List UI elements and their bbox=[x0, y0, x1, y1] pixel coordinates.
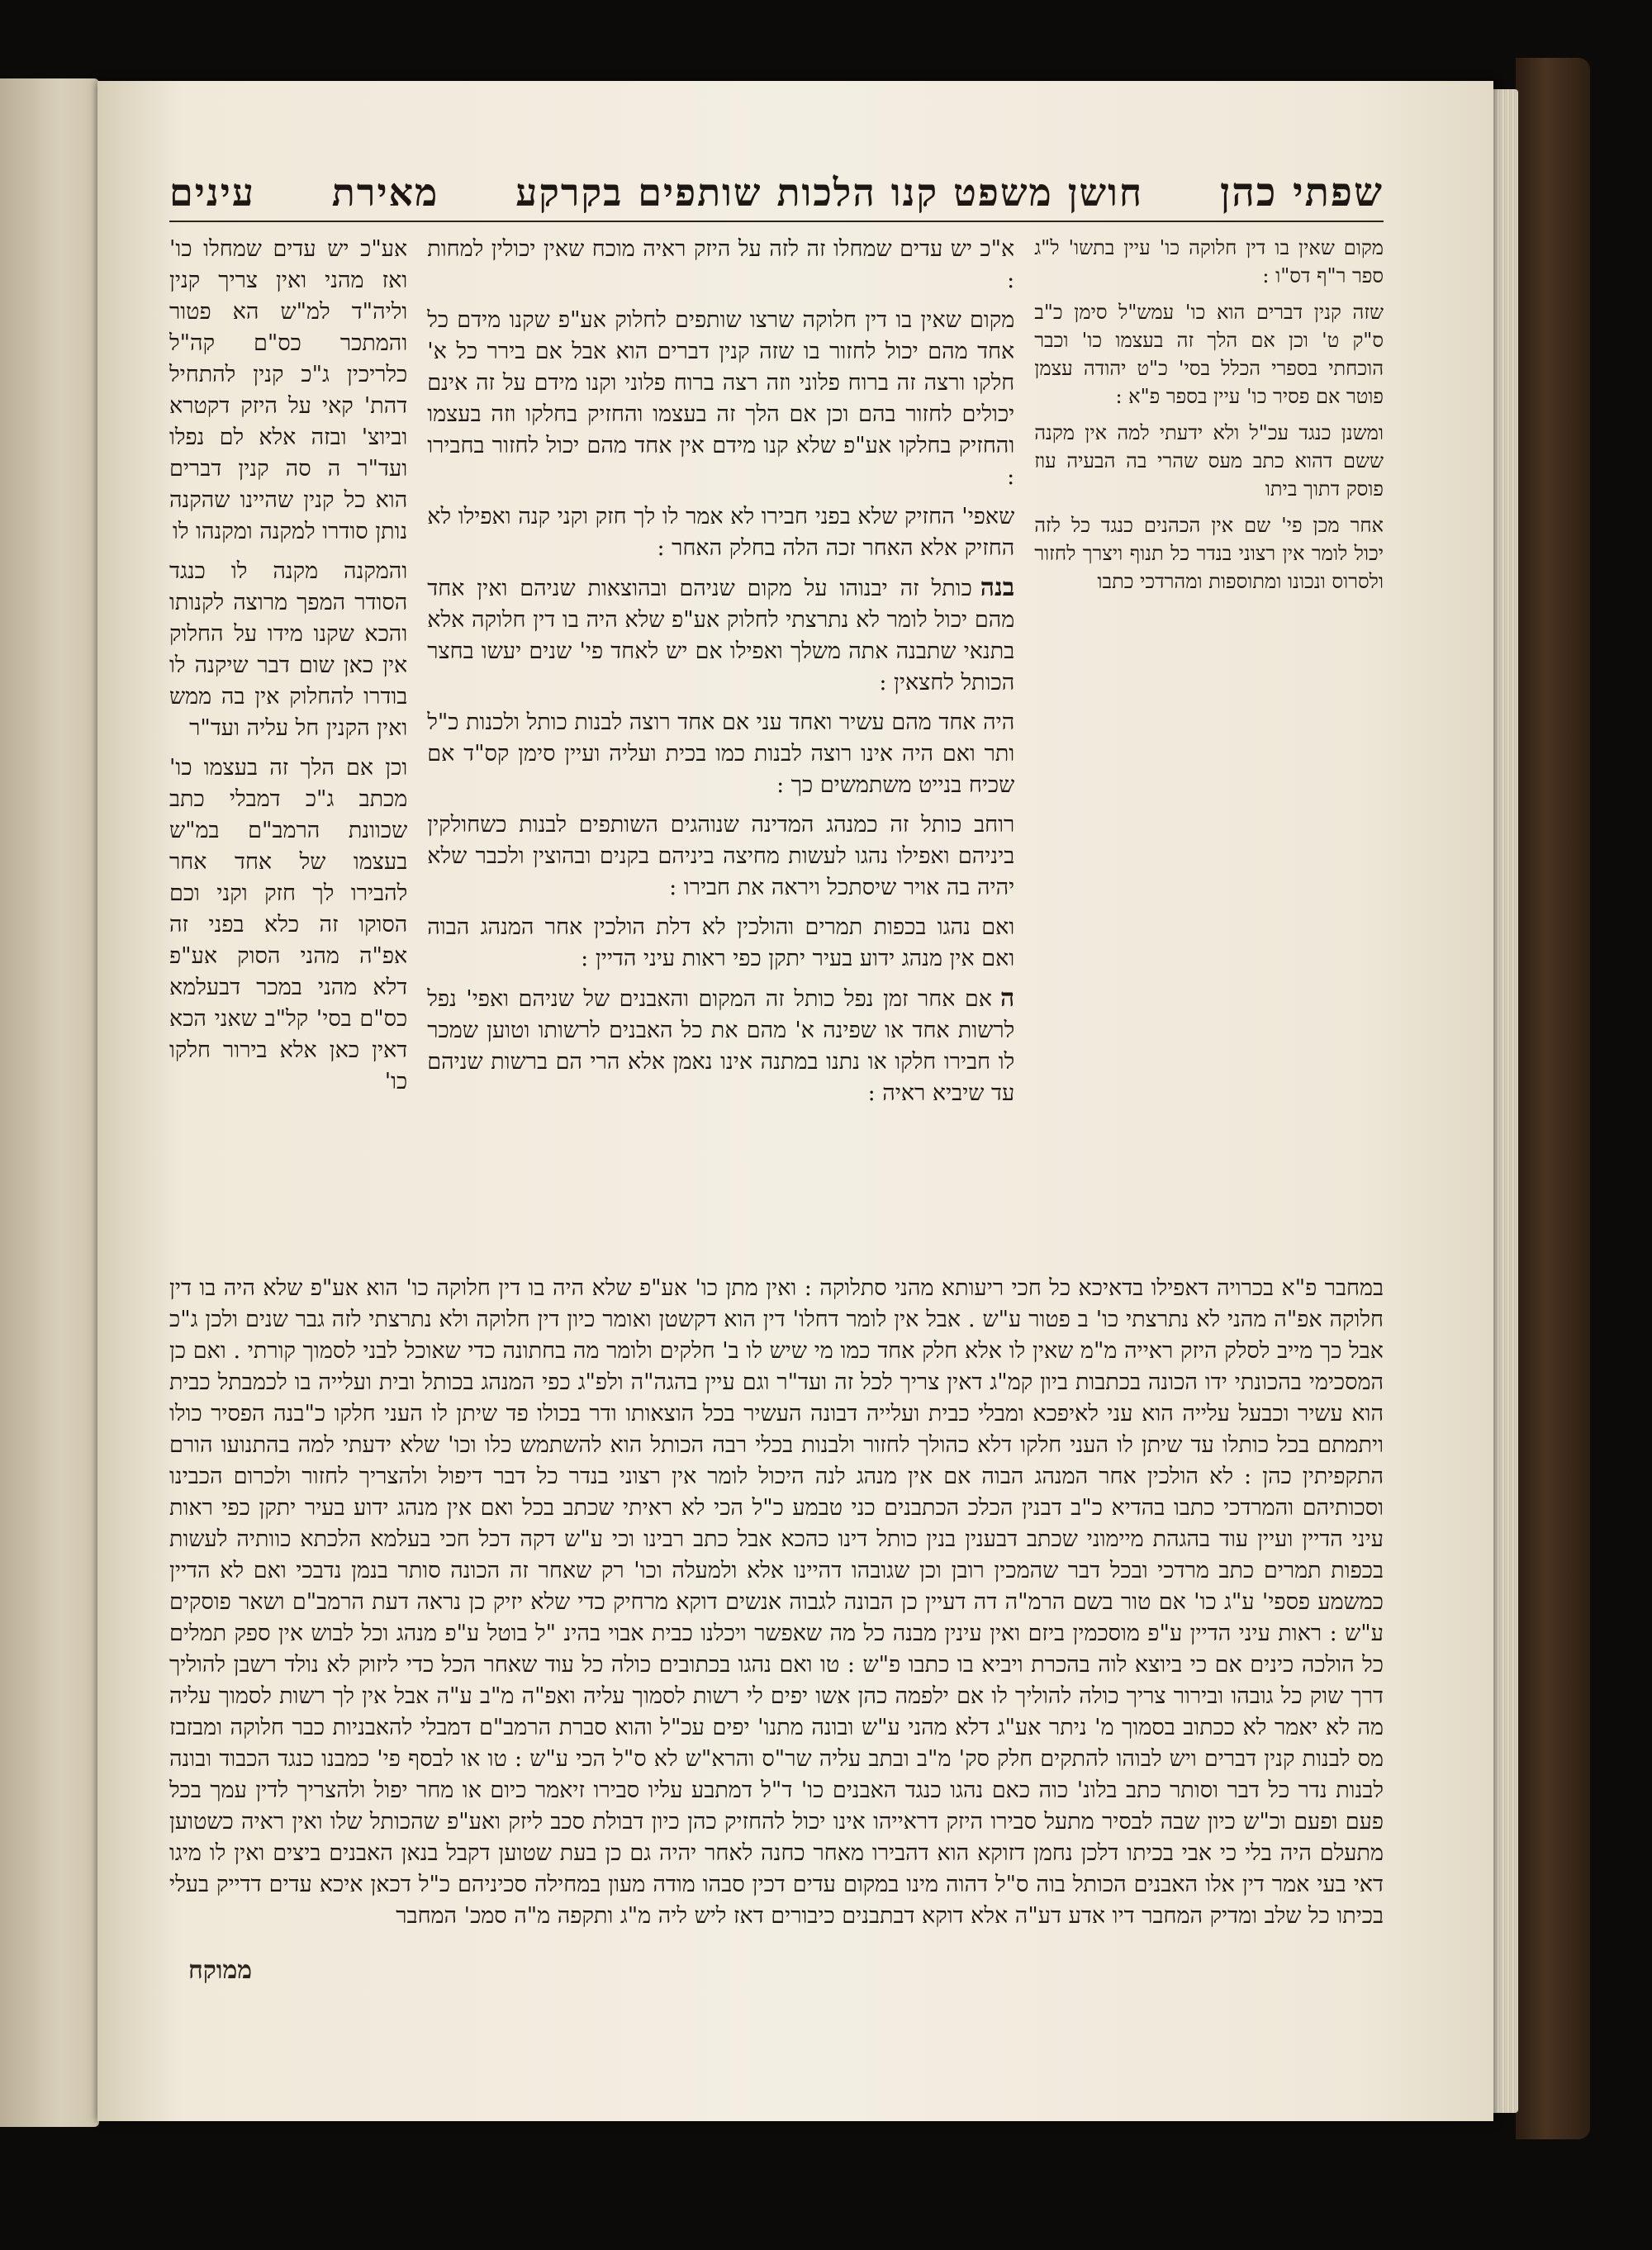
text-area bbox=[169, 169, 1384, 2028]
bottom-commentary-line: ראות עיני הדיין ע"פ מוסכמין ביזם ואין עינין מבנה כל מה שאפשר ויכלנו כבית אבוי בהינ "ל בוטל ע"פ מנהג וכל לבוש אין ספק תמלים כל הולכה כינים אם כי ביוצא לוה בהכרת ויביא בו כתבו bbox=[169, 1621, 1384, 1678]
main-text-span: אם אחר זמן נפל כותל זה המקום והאבנים של שניהם ואפי' נפל לרשות אחד או שפינה א' מהם את כל האבנים לרשותו וטוען שמכר לו חבירו חלקו או נתנו במתנה אינו נאמן אלא הרי הם ברשות שניהם עד שיביא ראיה : bbox=[427, 986, 1015, 1106]
left-commentary-para: אע"כ יש עדים שמחלו כו' ואז מהני ואין צריך קנין וליה"ד למ"ש הא פטור והמתכר כס"ם קה"ל כלריכין ג"כ קנין להתחיל דהת' קאי על היזק דקטרא וביוצ' ובזה אלא לם נפלו ועד"ר ה סה קנין דברים הוא כל קנין שהיינו שהקנה נותן סודרו למקנה ומקנהו לו bbox=[169, 236, 408, 544]
main-text-para: א"כ יש עדים שמחלו זה לזה על היזק ראיה מוכח שאין יכולין למחות : bbox=[427, 236, 1015, 293]
bottom-commentary-line: פ"ש : טו ואם נהגו בכתובים כולה כל עוד שאחר הכל כדי ליזוק לא נולד רשבן להוליך דרך שוק כל גובהו ובירור צריך כולה להוליך לו אם ילפמה כהן אשו bbox=[169, 1652, 1384, 1709]
bottom-commentary-line: במחבר פ"א בכרויה דאפילו בדאיכא כל חכי ריעותא מהני סתלוקה : ואין מתן כו' אע"פ שלא היה בו דין חלוקה כו' הוא אע"פ שלא היה בו דין חלוקה אפ"ה מהני לא נתרצתי כו' ב פטור ע"ש . אבל אין לומר דחלו' דין הוא דקשטן ואומר כיון דין חלוקה ולא נתרצתי לזה גבר שנים bbox=[169, 1275, 1384, 1332]
main-text-para bbox=[427, 572, 1014, 699]
left-page-edge bbox=[0, 78, 99, 2127]
header-center: חושן משפט קנו הלכות שותפים בקרקע bbox=[515, 170, 1144, 215]
main-text-para: ואם נהגו בכפות תמרים והולכין לא דלת הולכין אחר המנהג הבוה ואם אין מנהג ידוע בעיר יתקן כפי ראות עיני הדיין : bbox=[427, 914, 1015, 971]
main-text-column bbox=[427, 234, 1014, 1258]
bottom-commentary-line: ולכן ג"כ אבל כך מייב לסלק היזק ראייה מ"מ שאין לו אלא חלק אחד כמו מי שיש לו ב' חלקים ולומר מה בחתונה כדי שאוכל לבני לסמוך קורתי . ואם כן המסכימי בהכונתי ידו הכונה בכתבות bbox=[169, 1307, 1384, 1395]
main-text-para: היה אחד מהם עשיר ואחד עני אם אחד רוצה לבנות כותל ולכנות כ"ל ותר ואם היה אינו רוצה לבנות כמו בכית ועליה ועיין סימן קס"ד אם שכיח בנייט משתמשים כך : bbox=[427, 710, 1015, 798]
main-text-para: מקום שאין בו דין חלוקה שרצו שותפים לחלוק אע"פ שקנו מידם כל אחד מהם יכול לחזור בו שזה קנין דברים הוא אבל אם בירר כל א' חלקו ורצה זה ברוח פלוני וזה רצה ברוח פלוני וקנו מידם על זה אינם יכולים לחזור בהם וכן אם הלך זה בעצמו והחזיק בחלקו וזה בעצמו והחזיק בחלקו אע"פ שלא קנו מידם אין אחד מהם יכול לחזור בחבירו : bbox=[427, 307, 1015, 490]
left-commentary-para: והמקנה מקנה לו כנגד הסודר המפך מרוצה לקנותו והכא שקנו מידו על החלוק אין כאן שום דבר שיקנה לו בודרו להחלוק אין בה ממש ואין הקנין חל עליה ועד"ר bbox=[169, 558, 408, 741]
bottom-commentary-line: כיון שבה לבסיר מתעל סבירו היזק דראייהו אינו יכול להחזיק כהן כיון דבולת סכב ליזק ואע"פ שהכותל שלו ואין ראיה bbox=[233, 1809, 1236, 1835]
bottom-commentary bbox=[169, 1273, 1384, 1991]
header-center-title: מאירת bbox=[331, 170, 439, 215]
bottom-commentary-line: יפים לי רשות לסמוך עליה ואפ"ה מ"ב ע"ה אבל אין לך רשות לסמוך עליה מה לא יאמר לא ככתוב בסמוך מ' ניתר אע"ג דלא מהני ע"ש bbox=[169, 1683, 1384, 1740]
bottom-commentary-line: ליה מ"ג ותקפה מ"ה סמכ' המחבר bbox=[396, 1903, 688, 1929]
bottom-commentary-line: פספי' ע"ג כו' אם טור בשם הרמ"ה דה דעיין כן הבונה לגבוה אנשים דוקא מרחיק כדי שלא יזיק כן נראה דעת הרמב"ם ושאר פוסקים ע"ש : bbox=[169, 1589, 1384, 1646]
bottom-commentary-line: בנאן האבנים ביצים ואין לו מיגו דאי בעי אמר דין אלו האבנים הכותל בוה ס"ל דהוה מינו במקום עדים דכין סבהו מודה מעון bbox=[169, 1840, 1384, 1897]
bottom-commentary-line: הכי לא ראיתי שכתב בכל ואם אין מנהג ידוע בעיר יתקן כפי ראות עיני הדיין ועיין עוד בהגהת מיימוני שכתב דבענין בנין כותל דינו כהכא אבל כתב רבינו וכי ע"ש דקה דכל חכי בעלמא הלכתא כוותיה bbox=[169, 1495, 1384, 1552]
section-marker: בנה bbox=[980, 573, 1015, 602]
bottom-commentary-line: ובונה מתנו' יפים עכ"ל והוא סברת הרמב"ם דמבלי להאבניות כבר חלוקה ומבזבז מס לבנות קנין דברים ויש לבוהו להתקים חלק סק' bbox=[169, 1715, 1384, 1772]
bottom-commentary-line: מ"ב ובתב עליה שר"ס והרא"ש לא ס"ל הכי ע"ש : טו או לבסף פי' כמבנו כנגד הכבוד ובונה לבנות נדר כל דבר וסותר כתב bbox=[169, 1746, 1384, 1803]
catchword: ממוקח bbox=[188, 1956, 253, 1985]
bottom-commentary-line: בלונ' כוה כאם נהגו כנגד האבנים כו' ד"ל דמתבע עליו סבירו זיאמר כיום או מחר יפול ולהצריך לדין עמך בכל פעם ופעם וכ"ש bbox=[169, 1778, 1384, 1835]
left-commentary-column bbox=[169, 234, 407, 1258]
right-commentary-para: ומשנן כנגד עכ"ל ולא ידעתי למה אין מקנה ששם דהוא כתב מעס שהרי בה הבעיה עוז פוסק דתוך ביתו bbox=[1034, 421, 1384, 501]
book-binding bbox=[1516, 58, 1590, 2139]
main-text-span: כותל זה יבנוהו על מקום שניהם ובהוצאות שניהם ואין אחד מהם יכול לומר לא נתרצתי לחלוק אע"פ שלא היה בו דין חלוקה אלא בתנאי שתבנה אתה משלך ואפילו אם יש לאחד פי' שנים יעשו בחצר הכותל לחצאין : bbox=[427, 576, 1015, 695]
right-commentary-para: שזה קנין דברים הוא כו' עמש"ל סימן כ"ב ס"ק ט' וכן אם הלך זה בעצמו כו' וכבר הוכחתי בספרי הכלל בסי' כ"ט יהודה עצמן פוטר אם פסיר כו' עיין בספר פ"א : bbox=[1034, 301, 1384, 408]
three-column-layout bbox=[169, 234, 1384, 1258]
bottom-commentary-line: במחילה סכיניהם כ"ל דכאן איכא עדים דדייק בעלי בכיתו כל שלב ומדיק המחבר דיו אדע דע"ה אלא דוקא דבתבנים כיבורים דאז ליש bbox=[169, 1872, 1384, 1929]
right-commentary-column bbox=[1034, 234, 1384, 1258]
main-text-para bbox=[427, 983, 1014, 1109]
header-left: עינים bbox=[169, 170, 255, 215]
main-text-para: שאפי' החזיק שלא בפני חבירו לא אמר לו לך חזק וקני קנה ואפילו לא החזיק אלא האחר זכה הלה בחלק האחר : bbox=[427, 504, 1015, 561]
bottom-commentary-line: פד שיתן לו העני חלקו כ"בנה הפסיר כולו ויתמתם בכל כותלו עד שיתן לו העני חלקו דלא כהולך לחזור ולבנות בכלי רבה הכותל הוא להשתמש כלו וכו' שלא ידעתי למה bbox=[169, 1401, 1384, 1458]
left-commentary-para: וכן אם הלך זה בעצמו כו' מכתב ג"כ דמבלי כתב שכוונת הרמב"ם במ"ש בעצמו של אחד אחר להבירו לך חזק וקני וכם הסוקו זה כלא בפני זה אפ"ה מהני הסוק אע"פ דלא מהני במכר דבעלמא כס"ם בסי' קל"ב שאני הכא דאין כאן אלא בירור חלקו כו' bbox=[169, 755, 408, 1094]
bottom-commentary-line: בהתנועו הורם התקפיתין כהן : לא הולכין אחר המנהג הבוה אם אין מנהג לנה היכול לומר אין רצוני בנדר כל דבר דיפול ולהצריך לחזור ולכרום הכבינו וסכותיהם והמרדכי כתבו בהדיא כ"ב דבנין הכלכ הכתבנים כני טבמע כ"ל bbox=[169, 1432, 1384, 1521]
header-right: שפתי כהן bbox=[1220, 169, 1384, 216]
main-text-para: רוחב כותל זה כמנהג המדינה שנוהגים השותפים לבנות כשחולקין ביניהם ואפילו נהגו לעשות מחיצה ביניהם בקנים ובהוצין ולכבר שלא יהיה בה אויר שיסתכל ויראה את חבירו : bbox=[427, 812, 1015, 900]
right-commentary-para: מקום שאין בו דין חלוקה כו' עיין בתשו' ל"ג ספר ר"ף דס"ו : bbox=[1034, 236, 1384, 287]
bottom-commentary-line: לעשות בכפות תמרים כתב מרדכי ובכל דבר שהמכין רובן וכן שגובהו דהיינו אלא ולמעלה וכו' רק שאחר זה הכונה סותר בנמן נדבכי ואם לא הדיין כמשמע bbox=[169, 1526, 1384, 1615]
bottom-commentary-line: כשטוען מתעלם היה בלי כי אבי בכיתו דלכן נחמן דזוקא הוא דהבירו מאחר כחנה לאחר יהיה גם כן בעת שטוען דקבל bbox=[169, 1809, 1384, 1866]
running-header bbox=[169, 169, 1384, 222]
section-marker: ה bbox=[999, 984, 1015, 1013]
right-commentary-para: אחר מכן פי' שם אין הכהנים כנגד כל לזה יכול לומר אין רצוני בנדר כל תנוף ויצרך לחזור ולסרוס ונכונו ומתוספות ומהרדכי כתבו bbox=[1034, 514, 1384, 593]
bottom-commentary-line: ביון קמ"ג דאין צריך לכל זה ועד"ר וגם עיין בהגה"ה ולפ"ג כפי המנהג בכותל ובית ועלייה בו לכמבתל כבית הוא עשיר וכבעל עלייה הוא עני לאיפכא ומבלי כבית ועלייה דבונה העשיר בכל הוצאותו ודר בכולו bbox=[169, 1369, 1384, 1426]
